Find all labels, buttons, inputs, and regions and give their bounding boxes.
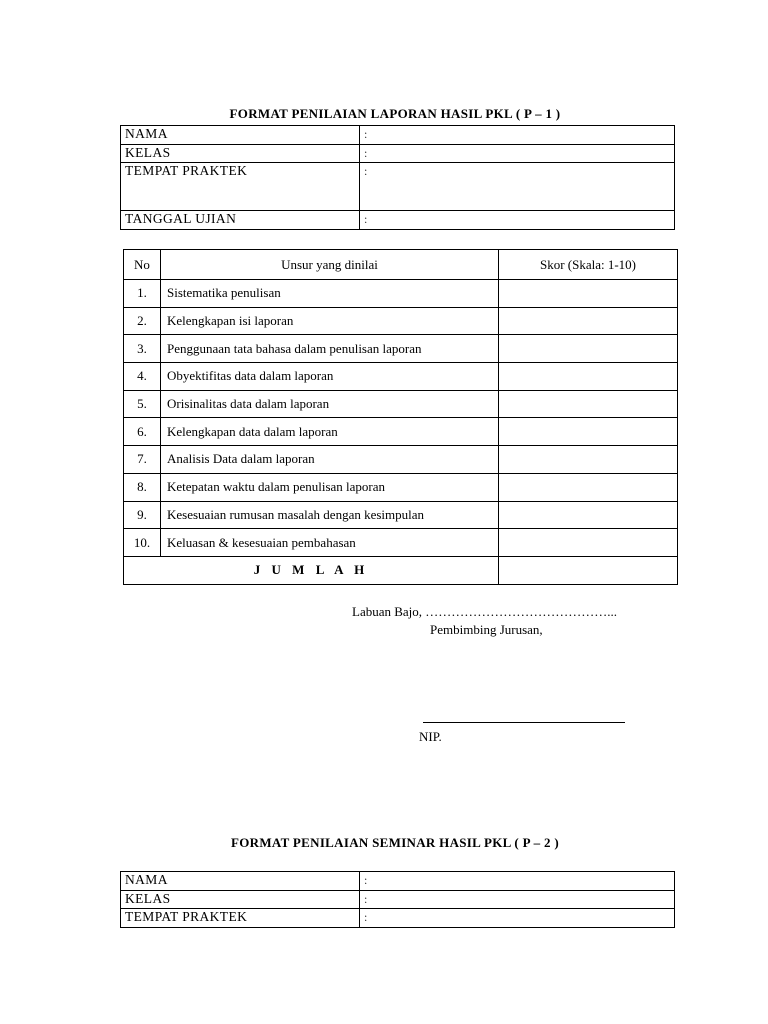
row-no: 7.: [124, 446, 161, 474]
score-cell[interactable]: [499, 390, 678, 418]
info-row-tempat-praktek: [121, 909, 675, 928]
header-no: No: [124, 250, 161, 280]
row-item: Orisinalitas data dalam laporan: [161, 390, 499, 418]
score-header-row: [124, 250, 678, 280]
field-label: NAMA: [121, 872, 360, 891]
score-cell[interactable]: [499, 418, 678, 446]
field-label: TANGGAL UJIAN: [121, 211, 360, 230]
score-cell[interactable]: [499, 280, 678, 308]
row-no: 8.: [124, 473, 161, 501]
row-item: Ketepatan waktu dalam penulisan laporan: [161, 473, 499, 501]
signer-role: Pembimbing Jurusan,: [430, 622, 543, 637]
form1-title: FORMAT PENILAIAN LAPORAN HASIL PKL ( P – 1 ): [229, 106, 561, 121]
field-label: TEMPAT PRAKTEK: [121, 909, 360, 928]
place-date: Labuan Bajo, ……………………………………...: [352, 604, 618, 619]
row-item: Obyektifitas data dalam laporan: [161, 363, 499, 391]
nip-label: NIP.: [419, 729, 442, 744]
field-value[interactable]: :: [360, 872, 675, 891]
info-row-kelas: [121, 891, 675, 909]
form1-info-table: [120, 125, 675, 230]
info-row-nama: [121, 872, 675, 891]
row-no: 10.: [124, 529, 161, 557]
info-row-kelas: [121, 145, 675, 163]
table-row: [124, 307, 678, 335]
field-label: NAMA: [121, 126, 360, 145]
row-no: 2.: [124, 307, 161, 335]
row-no: 4.: [124, 363, 161, 391]
row-no: 3.: [124, 335, 161, 363]
field-value[interactable]: :: [360, 211, 675, 230]
total-label: J U M L A H: [124, 556, 499, 584]
score-cell[interactable]: [499, 363, 678, 391]
score-cell[interactable]: [499, 501, 678, 529]
row-item: Penggunaan tata bahasa dalam penulisan laporan: [161, 335, 499, 363]
score-cell[interactable]: [499, 335, 678, 363]
score-cell[interactable]: [499, 307, 678, 335]
field-label: KELAS: [121, 145, 360, 163]
form2-title: FORMAT PENILAIAN SEMINAR HASIL PKL ( P – 2 ): [231, 835, 559, 850]
row-no: 9.: [124, 501, 161, 529]
signature-line: [423, 722, 625, 723]
field-value[interactable]: :: [360, 145, 675, 163]
field-value[interactable]: :: [360, 163, 675, 211]
table-row: [124, 390, 678, 418]
field-value[interactable]: :: [360, 891, 675, 909]
table-row: [124, 446, 678, 474]
table-row: [124, 280, 678, 308]
row-no: 1.: [124, 280, 161, 308]
info-row-nama: [121, 126, 675, 145]
form1-score-table: [123, 249, 678, 585]
row-no: 5.: [124, 390, 161, 418]
total-row: [124, 556, 678, 584]
field-label: TEMPAT PRAKTEK: [121, 163, 360, 211]
form2-info-table: [120, 871, 675, 928]
info-row-tempat-praktek: [121, 163, 675, 211]
row-item: Kelengkapan isi laporan: [161, 307, 499, 335]
score-cell[interactable]: [499, 446, 678, 474]
row-item: Keluasan & kesesuaian pembahasan: [161, 529, 499, 557]
field-value[interactable]: :: [360, 126, 675, 145]
header-score: Skor (Skala: 1-10): [499, 250, 678, 280]
table-row: [124, 473, 678, 501]
table-row: [124, 335, 678, 363]
score-cell[interactable]: [499, 473, 678, 501]
field-value[interactable]: :: [360, 909, 675, 928]
total-score-cell[interactable]: [499, 556, 678, 584]
row-item: Sistematika penulisan: [161, 280, 499, 308]
score-cell[interactable]: [499, 529, 678, 557]
header-item: Unsur yang dinilai: [161, 250, 499, 280]
row-no: 6.: [124, 418, 161, 446]
table-row: [124, 363, 678, 391]
row-item: Kesesuaian rumusan masalah dengan kesimpulan: [161, 501, 499, 529]
table-row: [124, 501, 678, 529]
table-row: [124, 418, 678, 446]
table-row: [124, 529, 678, 557]
field-label: KELAS: [121, 891, 360, 909]
info-row-tanggal-ujian: [121, 211, 675, 230]
row-item: Kelengkapan data dalam laporan: [161, 418, 499, 446]
row-item: Analisis Data dalam laporan: [161, 446, 499, 474]
